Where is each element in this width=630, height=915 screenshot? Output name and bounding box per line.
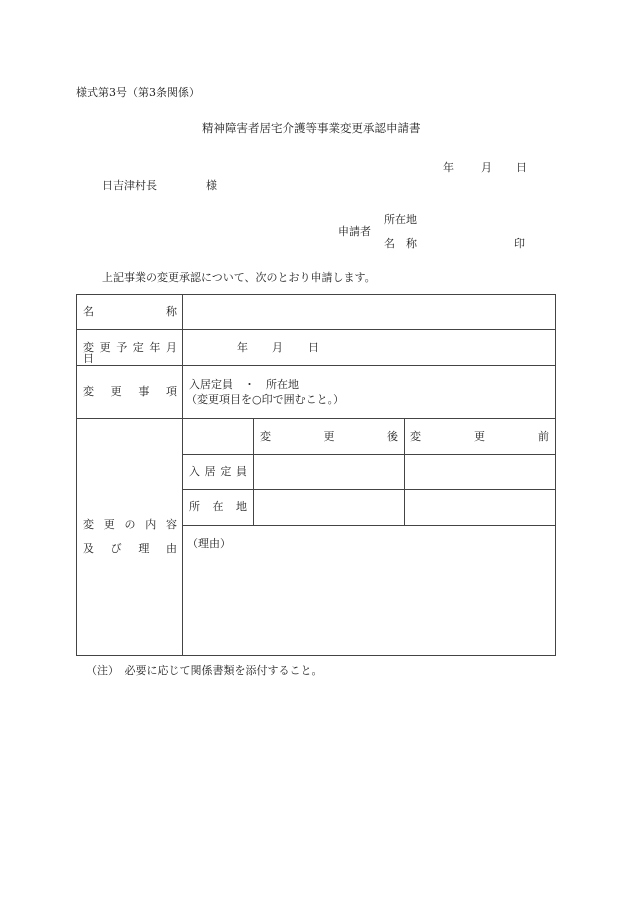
location-before-field[interactable] <box>406 491 553 523</box>
after-header: 変 更 後 <box>260 430 398 443</box>
divider <box>76 329 556 330</box>
scheduled-date-label: 変 更 予 定 年 月 日 <box>83 341 177 365</box>
attachment-note: （注） 必要に応じて関係書類を添付すること。 <box>86 664 323 677</box>
seal-mark: 印 <box>514 237 525 250</box>
addressee-honorific: 様 <box>206 179 217 192</box>
document-title: 精神障害者居宅介護等事業変更承認申請書 <box>202 121 421 135</box>
divider <box>182 454 556 455</box>
divider <box>182 294 183 656</box>
content-label-2: 及 び 理 由 <box>83 542 177 555</box>
date-month: 月 <box>481 161 492 174</box>
change-items-options: 入居定員 ・ 所在地 <box>189 378 299 391</box>
change-items-label: 変 更 事 項 <box>83 385 177 398</box>
reason-label: （理由） <box>187 537 231 550</box>
date-day: 日 <box>516 161 527 174</box>
scheduled-year: 年 <box>237 341 248 354</box>
content-label-1: 変 更 の 内 容 <box>83 518 177 531</box>
change-items-note: （変更項目を○印で囲むこと。） <box>186 393 345 406</box>
divider <box>404 418 405 525</box>
location-after-field[interactable] <box>255 491 402 523</box>
name-label: 名 称 <box>83 305 177 318</box>
capacity-row-label: 入 居 定 員 <box>189 465 247 478</box>
divider <box>182 525 556 526</box>
form-number: 様式第3号（第3条関係） <box>76 86 200 99</box>
applicant-label: 申請者 <box>338 225 371 238</box>
scheduled-day: 日 <box>308 341 319 354</box>
applicant-name-label: 名 称 <box>384 237 417 250</box>
divider <box>76 418 556 419</box>
intro-text: 上記事業の変更承認について、次のとおり申請します。 <box>102 271 376 284</box>
capacity-before-field[interactable] <box>406 456 553 487</box>
applicant-address-label: 所在地 <box>384 213 417 226</box>
divider <box>182 489 556 490</box>
date-year: 年 <box>443 161 454 174</box>
before-header: 変 更 前 <box>410 430 549 443</box>
reason-field[interactable] <box>184 552 554 652</box>
location-row-label: 所 在 地 <box>189 500 247 513</box>
scheduled-month: 月 <box>272 341 283 354</box>
divider <box>76 365 556 366</box>
addressee-name: 日吉津村長 <box>102 179 157 192</box>
capacity-after-field[interactable] <box>255 456 402 487</box>
divider <box>253 418 254 525</box>
name-field[interactable] <box>184 296 554 328</box>
